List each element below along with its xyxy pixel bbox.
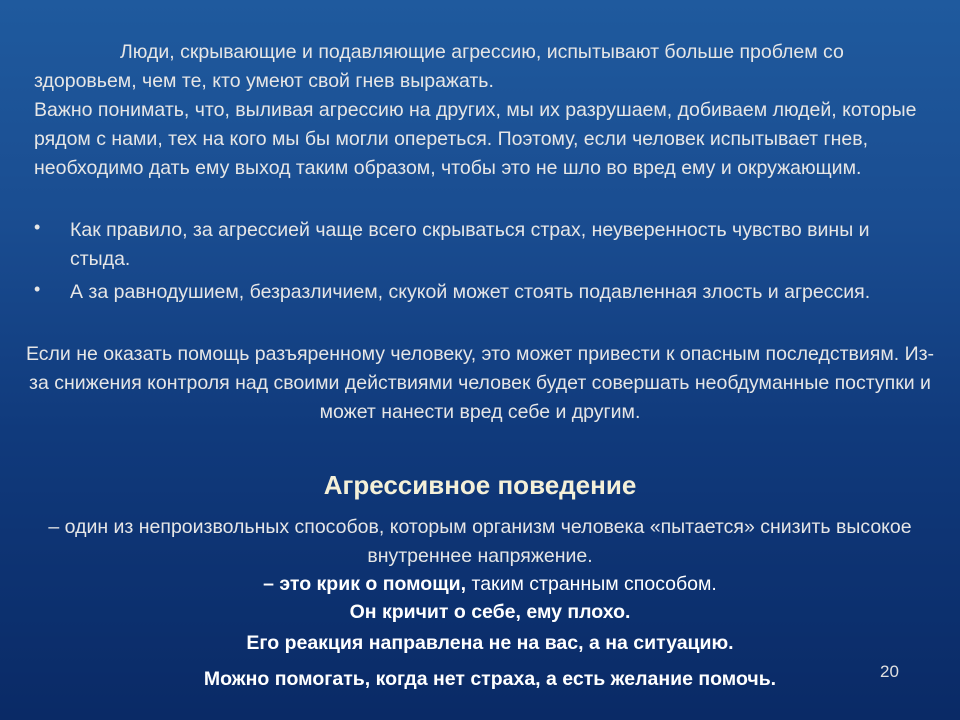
section-heading: Агрессивное поведение xyxy=(323,470,637,500)
closing-line-1-rest: таким странным способом. xyxy=(466,573,717,595)
definition-paragraph: – один из непроизвольных способов, которым организм человека «пытается» снизить высокое внутреннее напряжение. xyxy=(48,516,912,567)
intro-paragraph xyxy=(34,38,934,183)
bullet-text: Как правило, за агрессией чаще всего скрываться страх, неуверенность чувство вины и стыда. xyxy=(70,219,870,270)
bullet-text: А за равнодушием, безразличием, скукой может стоять подавленная злость и агрессия. xyxy=(70,281,871,303)
consequence-paragraph: Если не оказать помощь разъяренному человеку, это может привести к опасным последствиям. Из-за снижения контроля над своими действиями человек будет совершать необдуманные поступки и может нанести вред себе и другим. xyxy=(25,343,935,423)
list-item xyxy=(34,216,934,274)
closing-line-2: Он кричит о себе, ему плохо. xyxy=(349,601,631,623)
closing-line-4: Можно помогать, когда нет страха, а есть желание помочь. xyxy=(203,668,777,690)
bullet-list xyxy=(34,216,934,311)
page-number: 20 xyxy=(880,662,899,681)
intro-line-1: Люди, скрывающие и подавляющие агрессию, испытывают больше проблем со здоровьем, чем те, кто умеют свой гнев выражать. xyxy=(34,41,844,92)
closing-line-3: Его реакция направлена не на вас, а на ситуацию. xyxy=(246,632,734,654)
bullet-icon: • xyxy=(34,279,41,299)
bullet-icon: • xyxy=(34,217,41,237)
intro-line-2: Важно понимать, что, выливая агрессию на других, мы их разрушаем, добиваем людей, которые рядом с нами, тех на кого мы бы могли опереться. Поэтому, если человек испытывает гнев, необходимо дать ему выход таким образом, чтобы это не шло во вред ему и окружающим. xyxy=(34,99,917,179)
list-item xyxy=(34,278,934,307)
closing-line-1-bold: – это крик о помощи, xyxy=(263,573,467,595)
closing-line-1 xyxy=(0,573,960,596)
